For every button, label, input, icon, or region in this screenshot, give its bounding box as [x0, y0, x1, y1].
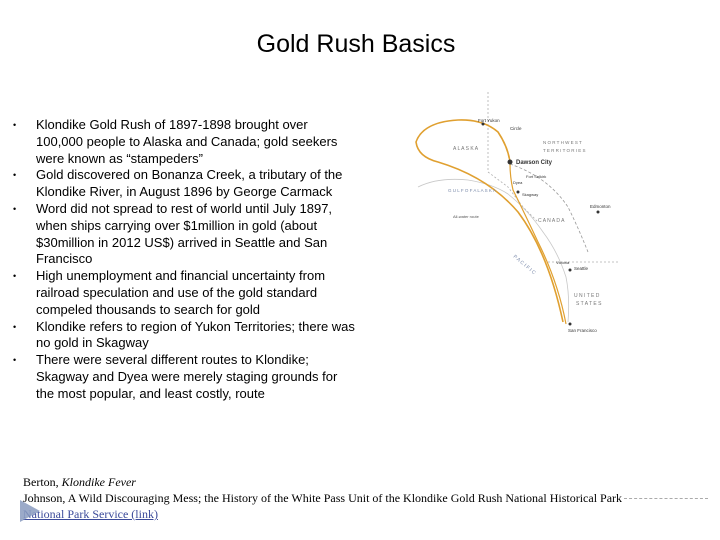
- reference-1: [23, 474, 703, 490]
- bullet-list: [13, 117, 358, 403]
- reference-1-author: Berton,: [23, 475, 62, 489]
- bullet-icon: •: [13, 321, 17, 332]
- bullet-item: [13, 352, 358, 402]
- bullet-icon: •: [13, 120, 17, 130]
- victoria-label: Victoria: [556, 260, 570, 265]
- canada-label: C A N A D A: [538, 218, 565, 224]
- nps-link[interactable]: National Park Service (link): [23, 507, 158, 521]
- reference-1-title: Klondike Fever: [61, 475, 136, 489]
- play-icon[interactable]: [20, 500, 40, 522]
- bullet-icon: •: [13, 355, 17, 366]
- bullet-item: [13, 319, 358, 353]
- bullet-text: Gold discovered on Bonanza Creek, a tributary of the Klondike River, in August 1896 by George Carmack: [36, 167, 343, 200]
- edmonton-marker: [597, 211, 600, 214]
- bullet-icon: •: [13, 170, 17, 181]
- alaska-label: A L A S K A: [453, 146, 479, 152]
- reference-3: [23, 506, 703, 522]
- skagway-label: Skagway: [522, 192, 539, 197]
- sf-marker: [569, 323, 572, 326]
- bullet-text: High unemployment and financial uncertainty from railroad speculation and use of the gold standard compeled thousands to search for gold: [36, 268, 326, 317]
- dashed-divider: [624, 498, 708, 499]
- dawson-marker: [508, 160, 513, 165]
- fort-yukon-label: Fort Yukon: [478, 118, 500, 123]
- edmonton-label: Edmonton: [590, 204, 611, 209]
- slide-title: Gold Rush Basics: [256, 30, 456, 58]
- bullet-icon: •: [13, 203, 17, 214]
- all-water-label: All-water route: [453, 214, 479, 219]
- fort-selkirk-label: Fort Selkirk: [526, 174, 547, 179]
- reference-2-author: Johnson,: [23, 491, 68, 505]
- northwest-label: N O R T H W E S T: [543, 140, 582, 145]
- reference-2: [23, 490, 703, 506]
- states-label: S T A T E S: [576, 301, 602, 307]
- seattle-label: Seattle: [574, 266, 589, 271]
- territories-label: T E R R I T O R I E S: [543, 148, 586, 153]
- coastline: [418, 179, 569, 322]
- skagway-marker: [517, 191, 520, 194]
- united-label: U N I T E D: [574, 293, 600, 299]
- bullet-item: [13, 268, 358, 318]
- bullet-item: [13, 201, 358, 268]
- klondike-route-map: [398, 92, 618, 337]
- bullet-icon: •: [13, 271, 17, 282]
- references: [23, 474, 703, 522]
- seattle-marker: [569, 269, 572, 272]
- reference-2-title: A Wild Discouraging Mess; the History of the White Pass Unit of the Klondike Gold Rush National Historical Park: [67, 491, 623, 505]
- bullet-text: There were several different routes to Klondike; Skagway and Dyea were merely staging grounds for the most popular, and least costly, route: [36, 352, 338, 401]
- circle-label: Circle: [510, 126, 522, 131]
- dawson-label: Dawson City: [516, 160, 553, 166]
- bullet-text: Word did not spread to rest of world until July 1897, when ships carrying over $1million in gold (about $30million in 2012 US$) arrived in Seattle and San Francisco: [36, 200, 333, 267]
- alaska-border-line: [488, 92, 538, 222]
- gulf-label: G U L F O F A L A S K A: [448, 188, 496, 193]
- bullet-item: [13, 167, 358, 201]
- sf-label: San Francisco: [568, 328, 597, 333]
- bullet-text: Klondike refers to region of Yukon Territories; there was no gold in Skagway: [36, 318, 355, 351]
- bullet-item: [13, 117, 358, 167]
- pacific-label: P A C I F I C: [511, 253, 537, 277]
- bullet-text: Klondike Gold Rush of 1897-1898 brought over 100,000 people to Alaska and Canada; gold seekers were known as “stampeders”: [36, 117, 338, 166]
- dyea-label: Dyea: [513, 180, 523, 185]
